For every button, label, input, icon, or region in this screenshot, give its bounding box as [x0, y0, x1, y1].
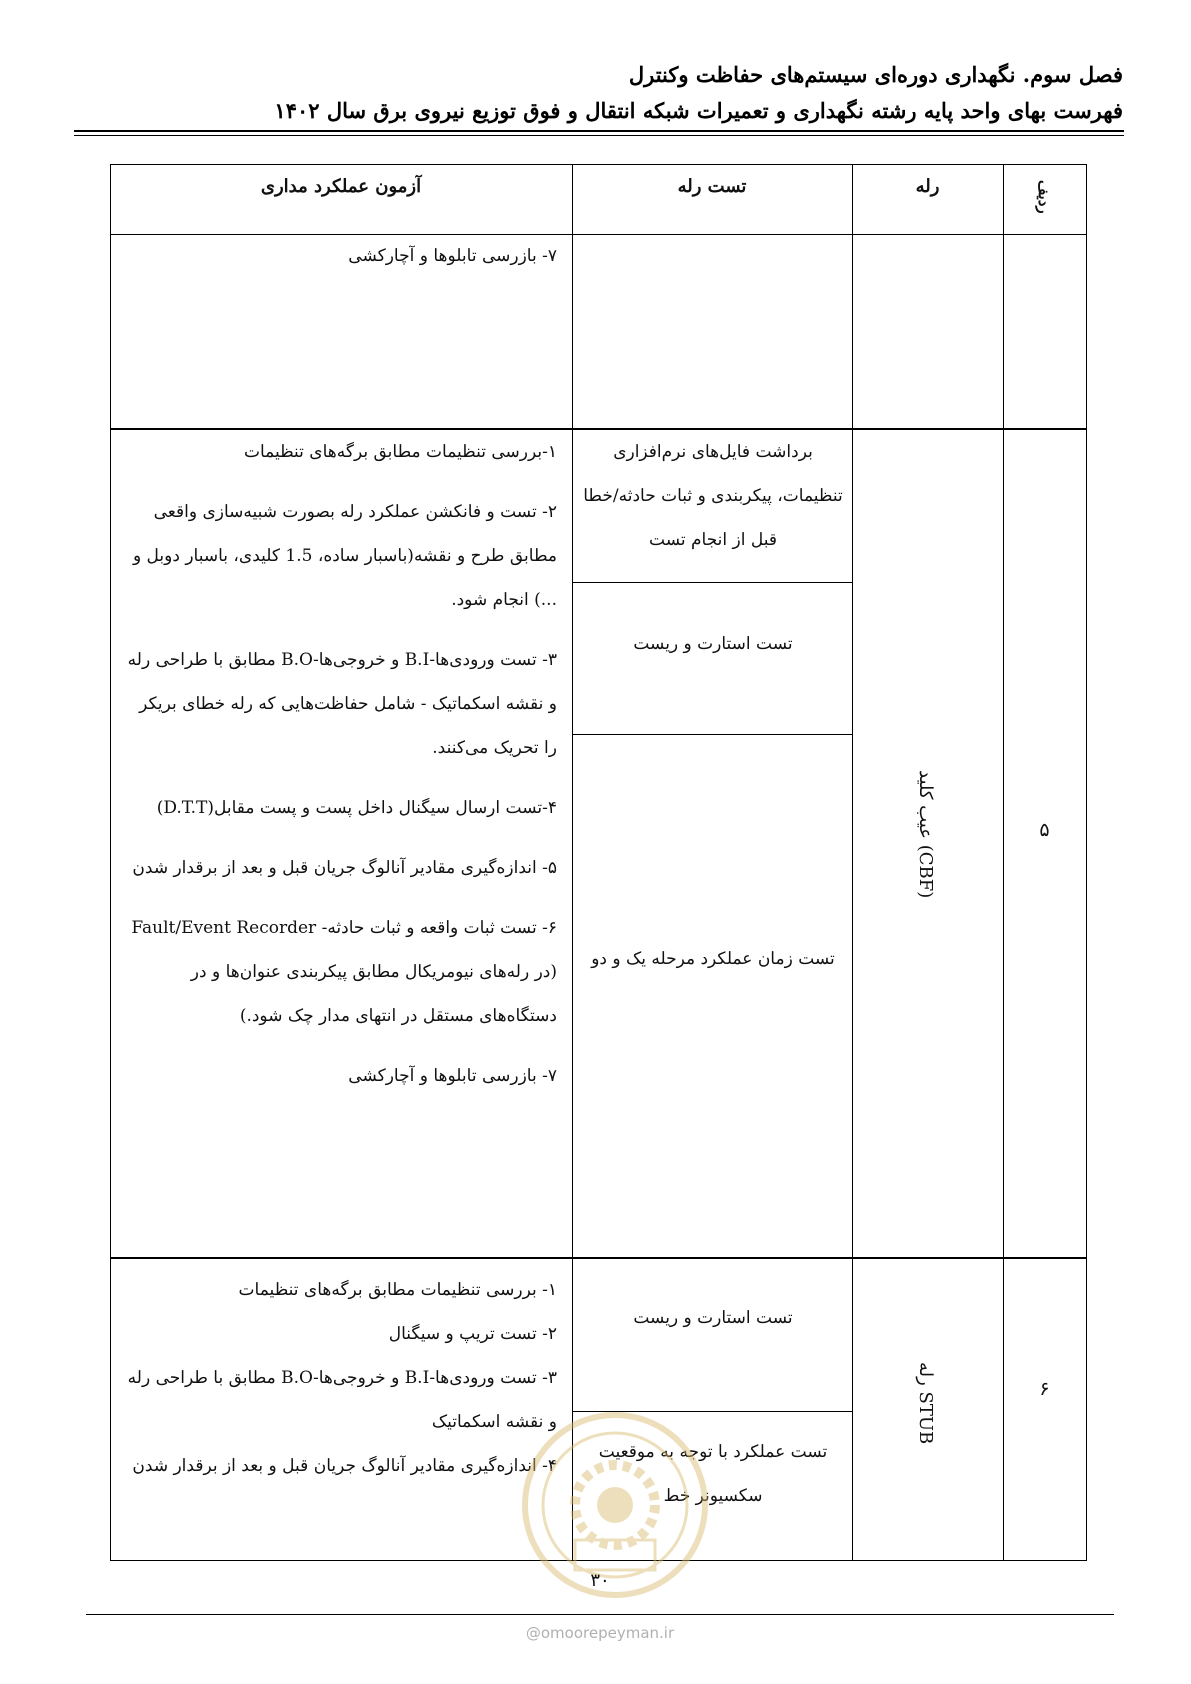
chapter-title: فصل سوم. نگهداری دوره‌ای سیستم‌های حفاظت وکنترل — [628, 62, 1123, 87]
document-subtitle: فهرست بهای واحد پایه رشته نگهداری و تعمیرات شبکه انتقال و فوق توزیع نیروی برق سال ۱۴۰۲ — [274, 98, 1123, 123]
row5-relay-test-1: برداشت فایل‌های نرم‌افزاری تنظیمات، پیکربندی و ثبات حادثه/خطا قبل از انجام تست — [583, 442, 843, 550]
row5-relay-test-2: تست استارت و ریست — [633, 634, 793, 654]
row6-circuit-tests — [125, 1268, 557, 1488]
row5-circuit-tests — [125, 428, 557, 1098]
list-item: ۷- بازرسی تابلوها و آچارکشی — [348, 1066, 557, 1086]
row6-number: ۶ — [1039, 1378, 1050, 1400]
col-header-relay: رله — [915, 176, 940, 197]
header-rule — [74, 130, 1124, 132]
fragment-circuit-test: ۷- بازرسی تابلوها و آچارکشی — [348, 246, 557, 266]
row5-relay-test-3: تست زمان عملکرد مرحله یک و دو — [591, 949, 835, 969]
header-rule-thin — [74, 135, 1124, 136]
col-header-circuit-test: آزمون عملکرد مداری — [260, 176, 422, 197]
list-item: ۱-بررسی تنظیمات مطابق برگه‌های تنظیمات — [243, 442, 557, 462]
list-item: ۲- تست و فانکشن عملکرد رله بصورت شبیه‌سازی واقعی مطابق طرح و نقشه(باسبار ساده، 1.5 کلیدی، باسبار دوبل و ...) انجام شود. — [132, 502, 557, 610]
col-header-relay-test: تست رله — [677, 176, 747, 197]
list-item: ۳- تست ورودی‌ها-B.I و خروجی‌ها-B.O مطابق با طراحی رله و نقشه اسکماتیک — [127, 1368, 557, 1432]
list-item: ۶- تست ثبات واقعه و ثبات حادثه- Fault/Event Recorder (در رله‌های نیومریکال مطابق پیکربندی عنوان‌ها و در دستگاه‌های مستقل در انتهای مدار چک شود.) — [131, 918, 557, 1026]
website-watermark: @omoorepeyman.ir — [525, 1624, 675, 1642]
list-item: ۲- تست تریپ و سیگنال — [388, 1324, 557, 1344]
row6-relay-test-2: تست عملکرد با توجه به موقعیت سکسیونر خط — [598, 1442, 828, 1506]
list-item: ۳- تست ورودی‌ها-B.I و خروجی‌ها-B.O مطابق با طراحی رله و نقشه اسکماتیک - شامل حفاظت‌هایی که رله خطای بریکر را تحریک می‌کنند. — [127, 650, 557, 758]
row6-relay-test-1: تست استارت و ریست — [633, 1308, 793, 1328]
row5-relay: عیب کلید (CBF) — [915, 770, 936, 899]
page-number: ۳۰ — [590, 1570, 610, 1591]
list-item: ۴-تست ارسال سیگنال داخل پست و پست مقابل(D.T.T) — [156, 798, 557, 818]
list-item: ۴- اندازه‌گیری مقادیر آنالوگ جریان قبل و بعد از برقدار شدن — [132, 1456, 557, 1476]
list-item: ۵- اندازه‌گیری مقادیر آنالوگ جریان قبل و بعد از برقدار شدن — [132, 858, 557, 878]
row5-number: ۵ — [1039, 819, 1050, 841]
footer-rule — [86, 1614, 1114, 1615]
row6-relay: رله STUB — [915, 1362, 936, 1445]
list-item: ۱- بررسی تنظیمات مطابق برگه‌های تنظیمات — [238, 1280, 557, 1300]
col-header-row-number: ردیف — [1035, 180, 1053, 214]
